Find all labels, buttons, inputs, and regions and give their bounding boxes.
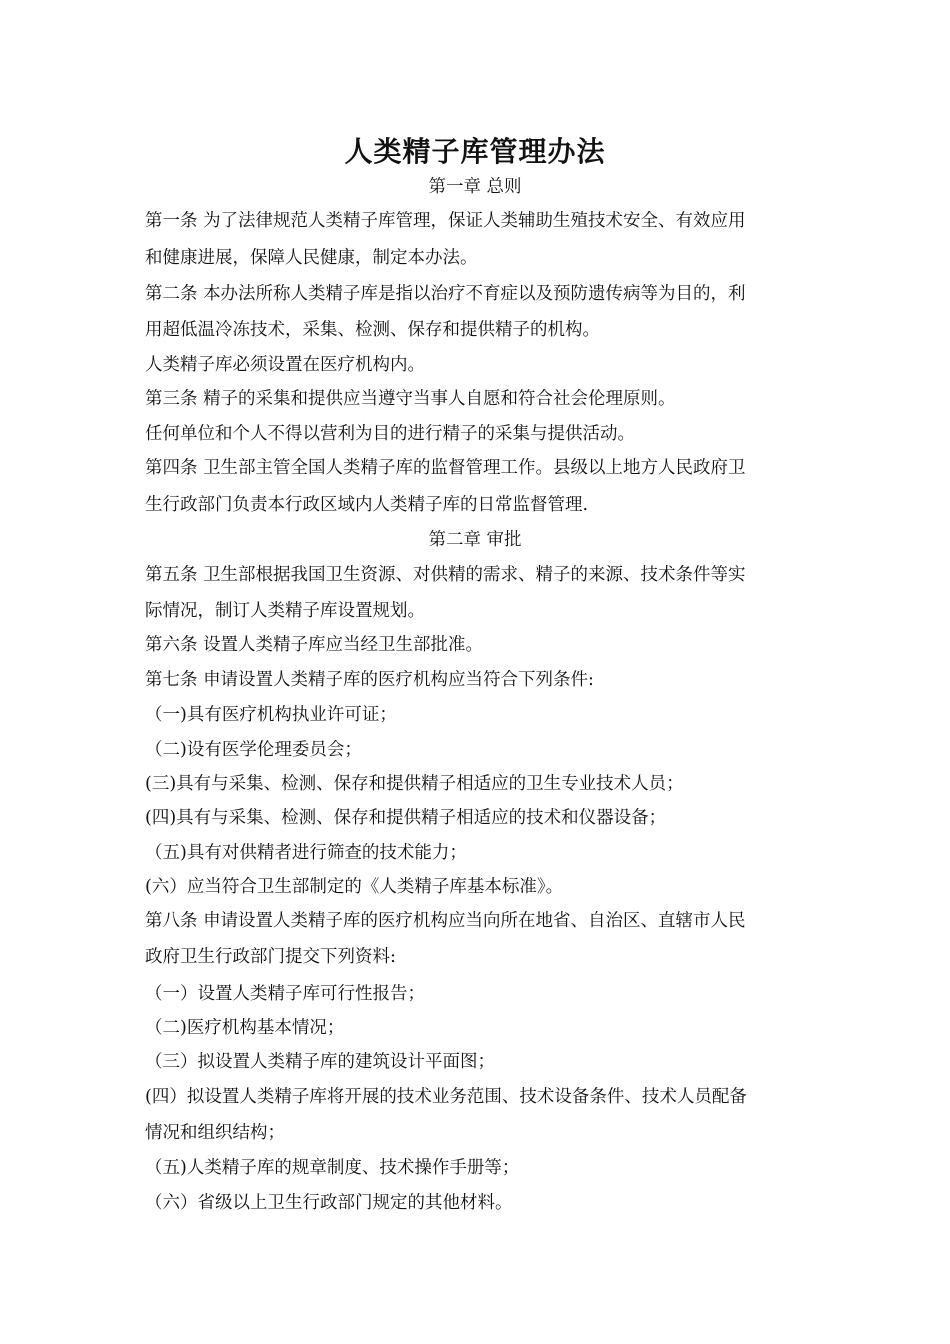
- paragraph-line: 情况和组织结构；: [145, 1123, 285, 1143]
- paragraph-line: （一)具有医疗机构执业许可证；: [145, 705, 397, 725]
- paragraph-line: (三)具有与采集、检测、保存和提供精子相适应的卫生专业技术人员；: [145, 774, 684, 794]
- paragraph-line: （五)具有对供精者进行筛查的技术能力；: [145, 843, 467, 863]
- paragraph-line: （三）拟设置人类精子库的建筑设计平面图；: [145, 1052, 495, 1072]
- paragraph-line: 第八条 申请设置人类精子库的医疗机构应当向所在地省、自治区、直辖市人民: [145, 911, 746, 931]
- chapter-heading: 第一章 总则: [428, 177, 522, 197]
- paragraph-line: (四）拟设置人类精子库将开展的技术业务范围、技术设备条件、技术人员配备: [145, 1087, 747, 1107]
- paragraph-line: (四)具有与采集、检测、保存和提供精子相适应的技术和仪器设备；: [145, 808, 667, 828]
- paragraph-line: 任何单位和个人不得以营利为目的进行精子的采集与提供活动。: [145, 424, 635, 444]
- document-title: 人类精子库管理办法: [344, 135, 606, 168]
- paragraph-line: 第四条 卫生部主管全国人类精子库的监督管理工作。县级以上地方人民政府卫: [145, 458, 746, 478]
- paragraph-line: 第五条 卫生部根据我国卫生资源、对供精的需求、精子的来源、技术条件等实: [145, 565, 746, 585]
- paragraph-line: 第三条 精子的采集和提供应当遵守当事人自愿和符合社会伦理原则。: [145, 389, 676, 409]
- paragraph-line: 第六条 设置人类精子库应当经卫生部批准。: [145, 635, 484, 655]
- paragraph-line: （二)设有医学伦理委员会；: [145, 740, 362, 760]
- paragraph-line: 政府卫生行政部门提交下列资料:: [145, 947, 396, 967]
- paragraph-line: 第二条 本办法所称人类精子库是指以治疗不育症以及预防遗传病等为目的，利: [145, 284, 746, 304]
- paragraph-line: 和健康进展，保障人民健康，制定本办法。: [145, 248, 478, 268]
- paragraph-line: （二)医疗机构基本情况；: [145, 1018, 345, 1038]
- paragraph-line: 用超低温冷冻技术，采集、检测、保存和提供精子的机构。: [145, 320, 600, 340]
- paragraph-line: 第一条 为了法律规范人类精子库管理，保证人类辅助生殖技术安全、有效应用: [145, 211, 746, 231]
- paragraph-line: 际情况，制订人类精子库设置规划。: [145, 601, 425, 621]
- paragraph-line: 第七条 申请设置人类精子库的医疗机构应当符合下列条件:: [145, 670, 594, 690]
- chapter-heading: 第二章 审批: [428, 530, 522, 550]
- paragraph-line: (六）应当符合卫生部制定的《人类精子库基本标准》。: [145, 877, 564, 897]
- paragraph-line: （六）省级以上卫生行政部门规定的其他材料。: [145, 1193, 513, 1213]
- paragraph-line: 生行政部门负责本行政区域内人类精子库的日常监督管理.: [145, 495, 589, 515]
- paragraph-line: 人类精子库必须设置在医疗机构内。: [145, 355, 425, 375]
- paragraph-line: （一）设置人类精子库可行性报告；: [145, 984, 425, 1004]
- paragraph-line: （五)人类精子库的规章制度、技术操作手册等；: [145, 1158, 520, 1178]
